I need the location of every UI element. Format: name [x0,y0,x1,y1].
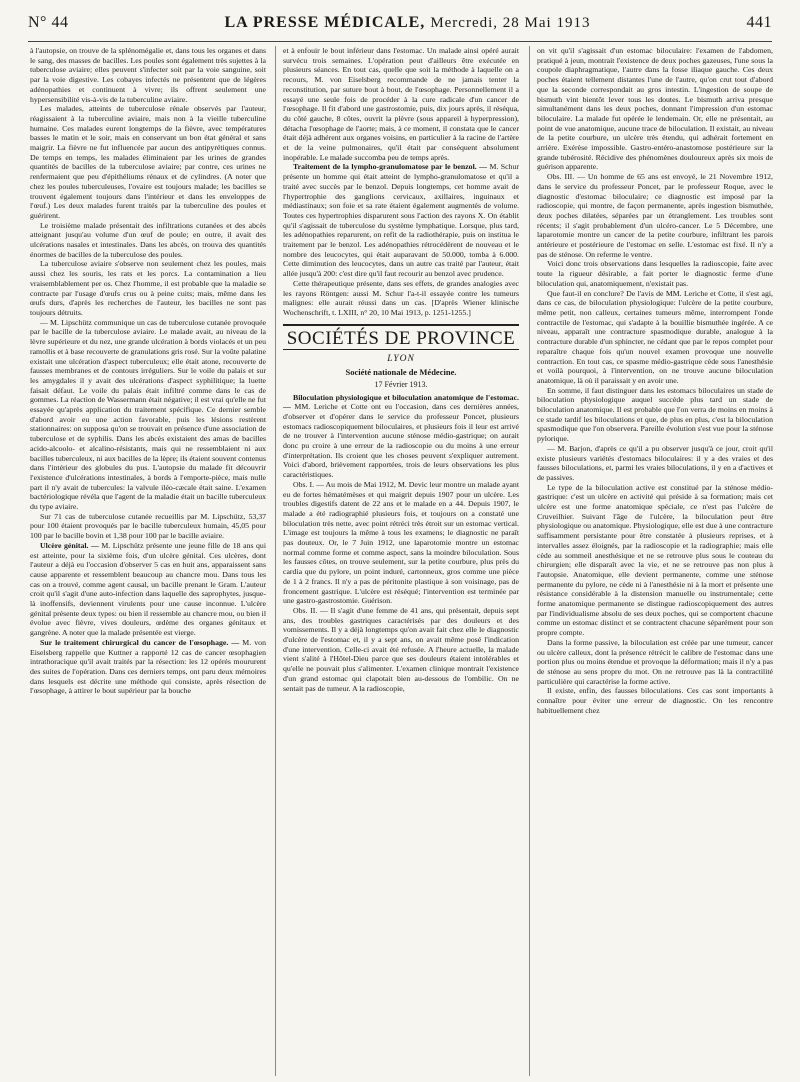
paragraph: Sur 71 cas de tuberculose cutanée recueillis par M. Lipschütz, 53,37 pour 100 étaient provoqués par le bacille tuberculeux humain, 45,05 pour 100 par le bacille bovin et 1,38 pour 100 par le bacille aviaire. [30,511,266,541]
paragraph-heading: Traitement de la lympho-granulomatose par le benzol. — [293,162,487,172]
column-divider [529,46,530,1076]
column-1 [30,46,266,1076]
paragraph: à l'autopsie, on trouve de la splénomégalie et, dans tous les organes et dans le sang, des masses de bacilles. Les poules sont également très sujettes à la tuberculose aviaire; elles peuvent s'infecter soit par la voie sanguine, soit par la voie digestive. Les cobayes infectés ne présentent que de légères adénopathies et continuent à vivre; ils offrent seulement une hypersensibilité vis-à-vis de la tuberculine aviaire. [30,46,266,104]
paragraph-heading: Biloculation physiologique et biloculation anatomique de l'estomac. — [283,392,519,412]
paragraph: et à enfouir le bout inférieur dans l'estomac. Un malade ainsi opéré aurait survécu trois semaines. L'opération peut d'ailleurs être exécutée en plusieurs séances. En tout cas, quelle que soit la méthode à laquelle on a recours, M. von Eiselsberg recommande de ne jamais tenter la reconstitution, par suture bout à bout, de l'œsophage. Personnellement il a essayé une seule fois de procéder à la cure radicale d'un cancer de l'œsophage. Il fit d'abord une gastrostomie, puis, dix jours après, il réséqua, du côté gauche, 8 côtes, ouvrit la plèvre (sous appareil à hyperpression), détacha l'œsophage de l'aorte; mais, à ce moment, il constata que le cancer était déjà adhérent aux organes voisins, en particulier à la racine de l'artère et de la veine pulmonaires, qu'il était par conséquent absolument inopérable. Le malade succomba peu de temps après. [283,46,519,162]
issue-date: Mercredi, 28 Mai 1913 [430,15,591,31]
society-heading: Société nationale de Médecine. [345,367,457,378]
section-title: SOCIÉTÉS DE PROVINCE [286,327,516,349]
paragraph-body: M. von Eiselsberg rappelle que Kuttner a rapporté 12 cas de cancer œsophagien intrathoracique qu'il avait traités par la résection: les 12 opérés moururent des suites de l'opération. Dans ces derniers temps, ont paru deux mémoires dans lesquels est décrite une méthode qui consiste, après résection de l'œsophage, à attirer le bout supérieur par la bouche [30,637,266,696]
paragraph: — M. Lipschütz communique un cas de tuberculose cutanée provoquée par le bacille de la tuberculose aviaire. Le malade avait, au niveau de la lèvre supérieure et du nez, une grande ulcération à bords violacés et un peu ramollis et à base recouverte de granulations gris rosé. Sur la voûte palatine existait une ulcération d'aspect tuberculeux; elle était atone, recouverte de fausses membranes et de contours irréguliers. Sur le voile du palais et sur les amygdales il y avait des ulcérations d'aspect syphilitique; la luette faisait défaut. Le voile du palais était infiltré comme dans le cas de gommes. La réaction de Wassermann était négative; il est vrai qu'elle ne fut essayée qu'après application du traitement spécifique. Ce dernier semble d'abord avoir eu une action favorable, puis les lésions restèrent stationnaires: on supposa qu'on se trouvait en présence d'une association de tuberculose et de syphilis. Dans les abcès existaient des amas de bacilles acido-alcoolo- et alcalino-résistants, mais qui ne ressemblaient ni aux bacilles tuberculeux, ni aux bacilles de la lèpre; ils étaient souvent contenus dans l'intérieur des globules du pus. L'autopsie du malade fit découvrir l'existence d'ulcérations intestinales, à bords à l'emporte-pièce, mais nulle part il n'y avait de tubercules: la valvule iléo-cæcale était saine. L'examen bactériologique révéla que l'agent de la maladie était un bacille tuberculeux du type aviaire. [30,317,266,512]
journal-title [224,14,590,32]
journal-name: LA PRESSE MÉDICALE, [224,14,426,31]
paragraph: En somme, il faut distinguer dans les estomacs biloculaires un stade de biloculation physiologique auquel succède plus tard un stade de biloculation anatomique. Il est probable que l'on verra de moins en moins à ce stade tardif les biloculations et que, de plus en plus, c'est la biloculation spasmodique que l'on observera. Pareille évolution s'est vue pour la sténose pylorique. [537,385,773,444]
paragraph-heading: Ulcère génital. — [40,540,99,550]
paragraph [283,393,519,480]
paragraph: Que faut-il en conclure? De l'avis de MM. Leriche et Cotte, il s'est agi, dans ce cas, de biloculation physiologique: l'ulcère de la petite courbure, même petit, non calleux, certaines tumeurs même, interrompent l'onde contractile de l'estomac, qui s'adapte à la bouillie bismuthée ingérée. A ce niveau, apparaît une contracture spasmodique durable, analogue à la contracture durable d'un sphincter, ne cédant que par le repos complet pour reparaître chaque fois qu'un nouvel examen provoque une nouvelle contraction. En tout cas, ce spasme médio-gastrique cède sous l'anesthésie et voilà pourquoi, à l'intervention, on ne trouve aucune biloculation anatomique, là où il paraissait y en avoir une. [537,288,773,385]
column-divider [275,46,276,1076]
paragraph: Obs. III. — Un homme de 65 ans est envoyé, le 21 Novembre 1912, dans le service du professeur Poncet, par le professeur Roque, avec le diagnostic d'estomac biloculaire; ce diagnostic est imposé par la radioscopie, qui montre, de façon permanente, après ingestion bismuthée, deux poches dilatées, séparées par un étranglement. Les troubles sont récents; il s'agit probablement d'un ulcéro-cancer. Le 5 Décembre, une laparotomie montre un cancer de la petite courbure, infiltrant les parois antérieure et postérieure de l'estomac en selle. L'estomac est fixé. Il n'y a pas de sténose. On referme le ventre. [537,172,773,259]
city-heading: LYON [387,354,415,365]
column-2 [283,46,519,1076]
paragraph: — M. Barjon, d'après ce qu'il a pu observer jusqu'à ce jour, croit qu'il existe plusieurs variétés d'estomacs biloculaires: il y a des vraies et des fausses biloculations, et, parmi les vraies biloculations, il y en a d'actives et de passives. [537,443,773,482]
column-3 [537,46,773,1076]
paragraph: Le troisième malade présentait des infiltrations cutanées et des abcès atteignant jusqu'au volume d'un œuf de poule; en outre, il avait des ulcérations nasales et intestinales. Dans les abcès, on trouva des quantités énormes de bacilles de la tuberculose des poules. [30,220,266,259]
section-banner [283,324,519,351]
paragraph: Il existe, enfin, des fausses biloculations. Ces cas sont importants à connaître pour éviter une erreur de diagnostic. On les rencontre habituellement chez [537,686,773,715]
paragraph: Le type de la biloculation active est constitué par la sténose médio-gastrique: c'est un ulcère en activité qui préside à sa formation; mais cet ulcère est une forme anatomique spéciale, ce n'est pas l'ulcère de Cruveilhier. Suivant l'âge de l'ulcère, la biloculation peut être physiologique ou anatomique. Physiologique, elle est due à une contracture suffisamment persistante pour être constatée à plusieurs reprises, et à intervalles assez éloignés, par la radioscopie et la radiographie; mais elle cède au sommeil anesthésique et ne se retrouve plus sous le couteau du chirurgien; elle disparaît avec la vie, et ne se retrouve pas non plus à l'autopsie. Anatomique, elle devient permanente, comme une sténose permanente du pylore, ne cède ni à l'anesthésie ni à la mort et présente une résistance considérable à la distension manuelle ou instrumentale; cette forme anatomique permanente se distingue radioscopiquement des autres par l'individualisme absolu de ses deux poches, qui se comportent chacune comme un estomac distinct et se contractent chacune séparément pour son propre compte. [537,482,773,638]
paragraph-body: M. Schur présente un homme qui était atteint de lympho-granulomatose et qu'il a traité avec succès par le benzol. Depuis longtemps, cet homme avait de l'hypertrophie des ganglions cervicaux, axillaires, inguinaux et médiastinaux; son foie et sa rate étaient également augmentés de volume. Toutes ces hypertrophies disparurent sous l'action des rayons X. On établit qu'il s'agissait de tuberculose du système lymphatique. Lorsque, plus tard, les adénopathies reparurent, on refit de la radiothérapie, puis on institua le traitement par le benzol. Les adénopathies rétrocédèrent de nouveau et le nombre des leucocytes, qui était auparavant de 50.000, tomba à 6.000. Cette diminution des leucocytes, dans un autre cas traité par l'auteur, était allée jusqu'à 200: c'est dire qu'il faut recourir au benzol avec prudence. [283,162,519,279]
paragraph: Dans la forme passive, la biloculation est créée par une tumeur, cancer ou ulcère calleux, dont la présence rétrécit le calibre de l'estomac dans une portion plus ou moins étendue et provoque la déformation; mais il n'y a pas de sténose au sens propre du mot. On ne retrouve pas là la contractilité particulière qui caractérise la forme active. [537,637,773,686]
paragraph [30,638,266,696]
paragraph-body: M. Lipschütz présente une jeune fille de 18 ans qui est atteinte, pour la sixième fois, d'un ulcère génital. Ces ulcères, dont l'auteur a déjà eu l'occasion d'observer 5 cas en huit ans, apparaissent sans cause apparente et ressemblent beaucoup au chancre mou. Dans tous les cas on a trouvé, comme agent causal, un bacille prenant le Gram. L'auteur croit qu'il s'agit d'une auto-infection dans laquelle des saprophytes, jusque-là inoffensifs, deviennent virulents pour une cause inconnue. L'ulcère génital présente deux types: ou bien il ressemble au chancre mou, ou bien il évolue avec fièvre, vives douleurs, œdème des organes génitaux et gangrène. A noter que la malade présentée est vierge. [30,540,266,638]
paragraph: Cette thérapeutique présente, dans ses effets, de grandes analogies avec les rayons Röntgen: aussi M. Schur l'a-t-il essayée contre les tumeurs malignes: elle aurait réussi dans un cas. [D'après Wiener klinische Wochenschrift, t. LXIII, n° 20, 10 Mai 1913, p. 1251-1255.] [283,278,519,317]
paragraph: La tuberculose aviaire s'observe non seulement chez les poules, mais aussi chez les souris, les rats et les porcs. La contamination a lieu vraisemblablement per os. Chez l'homme, il est probable que la maladie se contracte par l'usage d'œufs crus ou à peine cuits; mais, même dans les œufs durs, d'après les recherches de l'auteur, les bacilles ne sont pas toujours détruits. [30,259,266,317]
page-number: 441 [746,14,772,31]
paragraph [30,541,266,638]
page-header [28,14,772,42]
issue-number: N° 44 [28,14,69,31]
paragraph-body: MM. Leriche et Cotte ont eu l'occasion, dans ces dernières années, d'observer et d'opérer dans le service du professeur Poncet, plusieurs estomacs radioscopiquement biloculaires, et plusieurs fois il leur est arrivé de ne trouver à l'intervention aucune sténose médio-gastrique; on aurait donc pu croire à une erreur de la radioscopie ou du moins à une erreur d'interprétation. Ils croient que les choses peuvent s'expliquer autrement. Voici d'abord, brièvement rapportées, trois de leurs observations les plus caractéristiques. [283,402,519,480]
paragraph: Les malades, atteints de tuberculose rénale observés par l'auteur, réagissaient à la tuberculine aviaire, mais non à la vieille tuberculine humaine. Ces malades eurent longtemps de la fièvre, avec températures basses le matin et le soir, mais en conservant un bon état général et sans maigrir. La fièvre ne fut influencée par aucun des antipyrétiques connus. De temps en temps, les malades éliminaient par les urines de grandes quantités de bacilles de la tuberculose aviaire; par contre, ces urines ne renfermaient que peu d'épithéliums rénaux et de cylindres. (A noter que chez les poules tuberculeuses, l'ovaire est toujours malade; les bacilles se trouvent également toujours dans l'intérieur et dans les enveloppes de l'œuf.) Les deux malades furent traités par la tuberculine des poules et guérirent. [30,104,266,220]
paragraph: Obs. I. — Au mois de Mai 1912, M. Devic leur montre un malade ayant eu de fortes hématémèses et qui maigrit depuis 1907 pour un ulcère. Les troubles digestifs datent de 22 ans et le malade en a 44. Depuis 1907, le malade a été radiographié plusieurs fois, et toujours on a constaté une biloculation très nette, avec point rétréci très étroit sur un estomac vertical. L'image est toujours la même à tous les examens; le diagnostic ne paraît pas douteux. Or, le 7 Juin 1912, une laparotomie montre un estomac normal comme forme et comme aspect, sans la moindre biloculation. Sous les fausses côtes, on trouve seulement, sur la petite courbure, plus près du cardia que du pylore, un point induré, cartonneux, gros comme une pièce de 1 à 2 francs. Il n'y a pas de péritonite plastique à son voisinage, pas de froncement gastrique. L'ulcère est réséqué; l'intervention est terminée par une gastro-gastrostomie. Guérison. [283,479,519,606]
paragraph-heading: Sur le traitement chirurgical du cancer de l'œsophage. — [40,637,240,647]
paragraph: Obs. II. — Il s'agit d'une femme de 41 ans, qui présentait, depuis sept ans, des troubles gastriques caractérisés par des douleurs et des vomissements. Il y a déjà longtemps qu'on avait fait chez elle le diagnostic d'ulcère de l'estomac et, il y a sept ans, on avait même posé l'indication d'une intervention. Celle-ci avait été refusée. A l'heure actuelle, la malade vient s'alité à l'Hôtel-Dieu parce que ses douleurs étaient intolérables et qu'elle ne pouvait plus s'alimenter. L'examen clinique montrait l'existence d'un grand estomac qui clapotait bien au-dessous de l'ombilic. On ne sentait pas de tumeur. A la radioscopie, [283,605,519,693]
paragraph [283,162,519,278]
paragraph: Voici donc trois observations dans lesquelles la radioscopie, faite avec toute la rigueur désirable, a fait porter le diagnostic ferme d'une biloculation qui, anatomiquement, n'existait pas. [537,259,773,288]
paragraph: on vit qu'il s'agissait d'un estomac biloculaire: l'examen de l'abdomen, pratiqué à jeun, montrait l'existence de deux poches gazeuses, l'une sous la coupole diaphragmatique, l'autre dans la fosse iliaque gauche. Ces deux poches étaient tellement distantes l'une de l'autre, qu'on crut tout d'abord que la seconde correspondait au gros intestin. L'ingestion de soupe de bismuth vint bientôt lever tous les doutes. Le bismuth arriva presque simultanément dans les deux poches, donnant l'impression d'un estomac biloculaire. La malade fut opérée le lendemain. Or, elle ne présentait, au point de vue anatomique, aucune trace de biloculation. Il existait, au niveau de la petite courbure, un ulcère très étendu, qui adhérait fortement en arrière. Exérèse impossible. Gastro-entéro-anastomose postérieure sur la grande tubérosité. Récidive des phénomènes douloureux après six mois de guérison apparente. [537,46,773,172]
session-date: 17 Février 1913. [374,379,428,389]
